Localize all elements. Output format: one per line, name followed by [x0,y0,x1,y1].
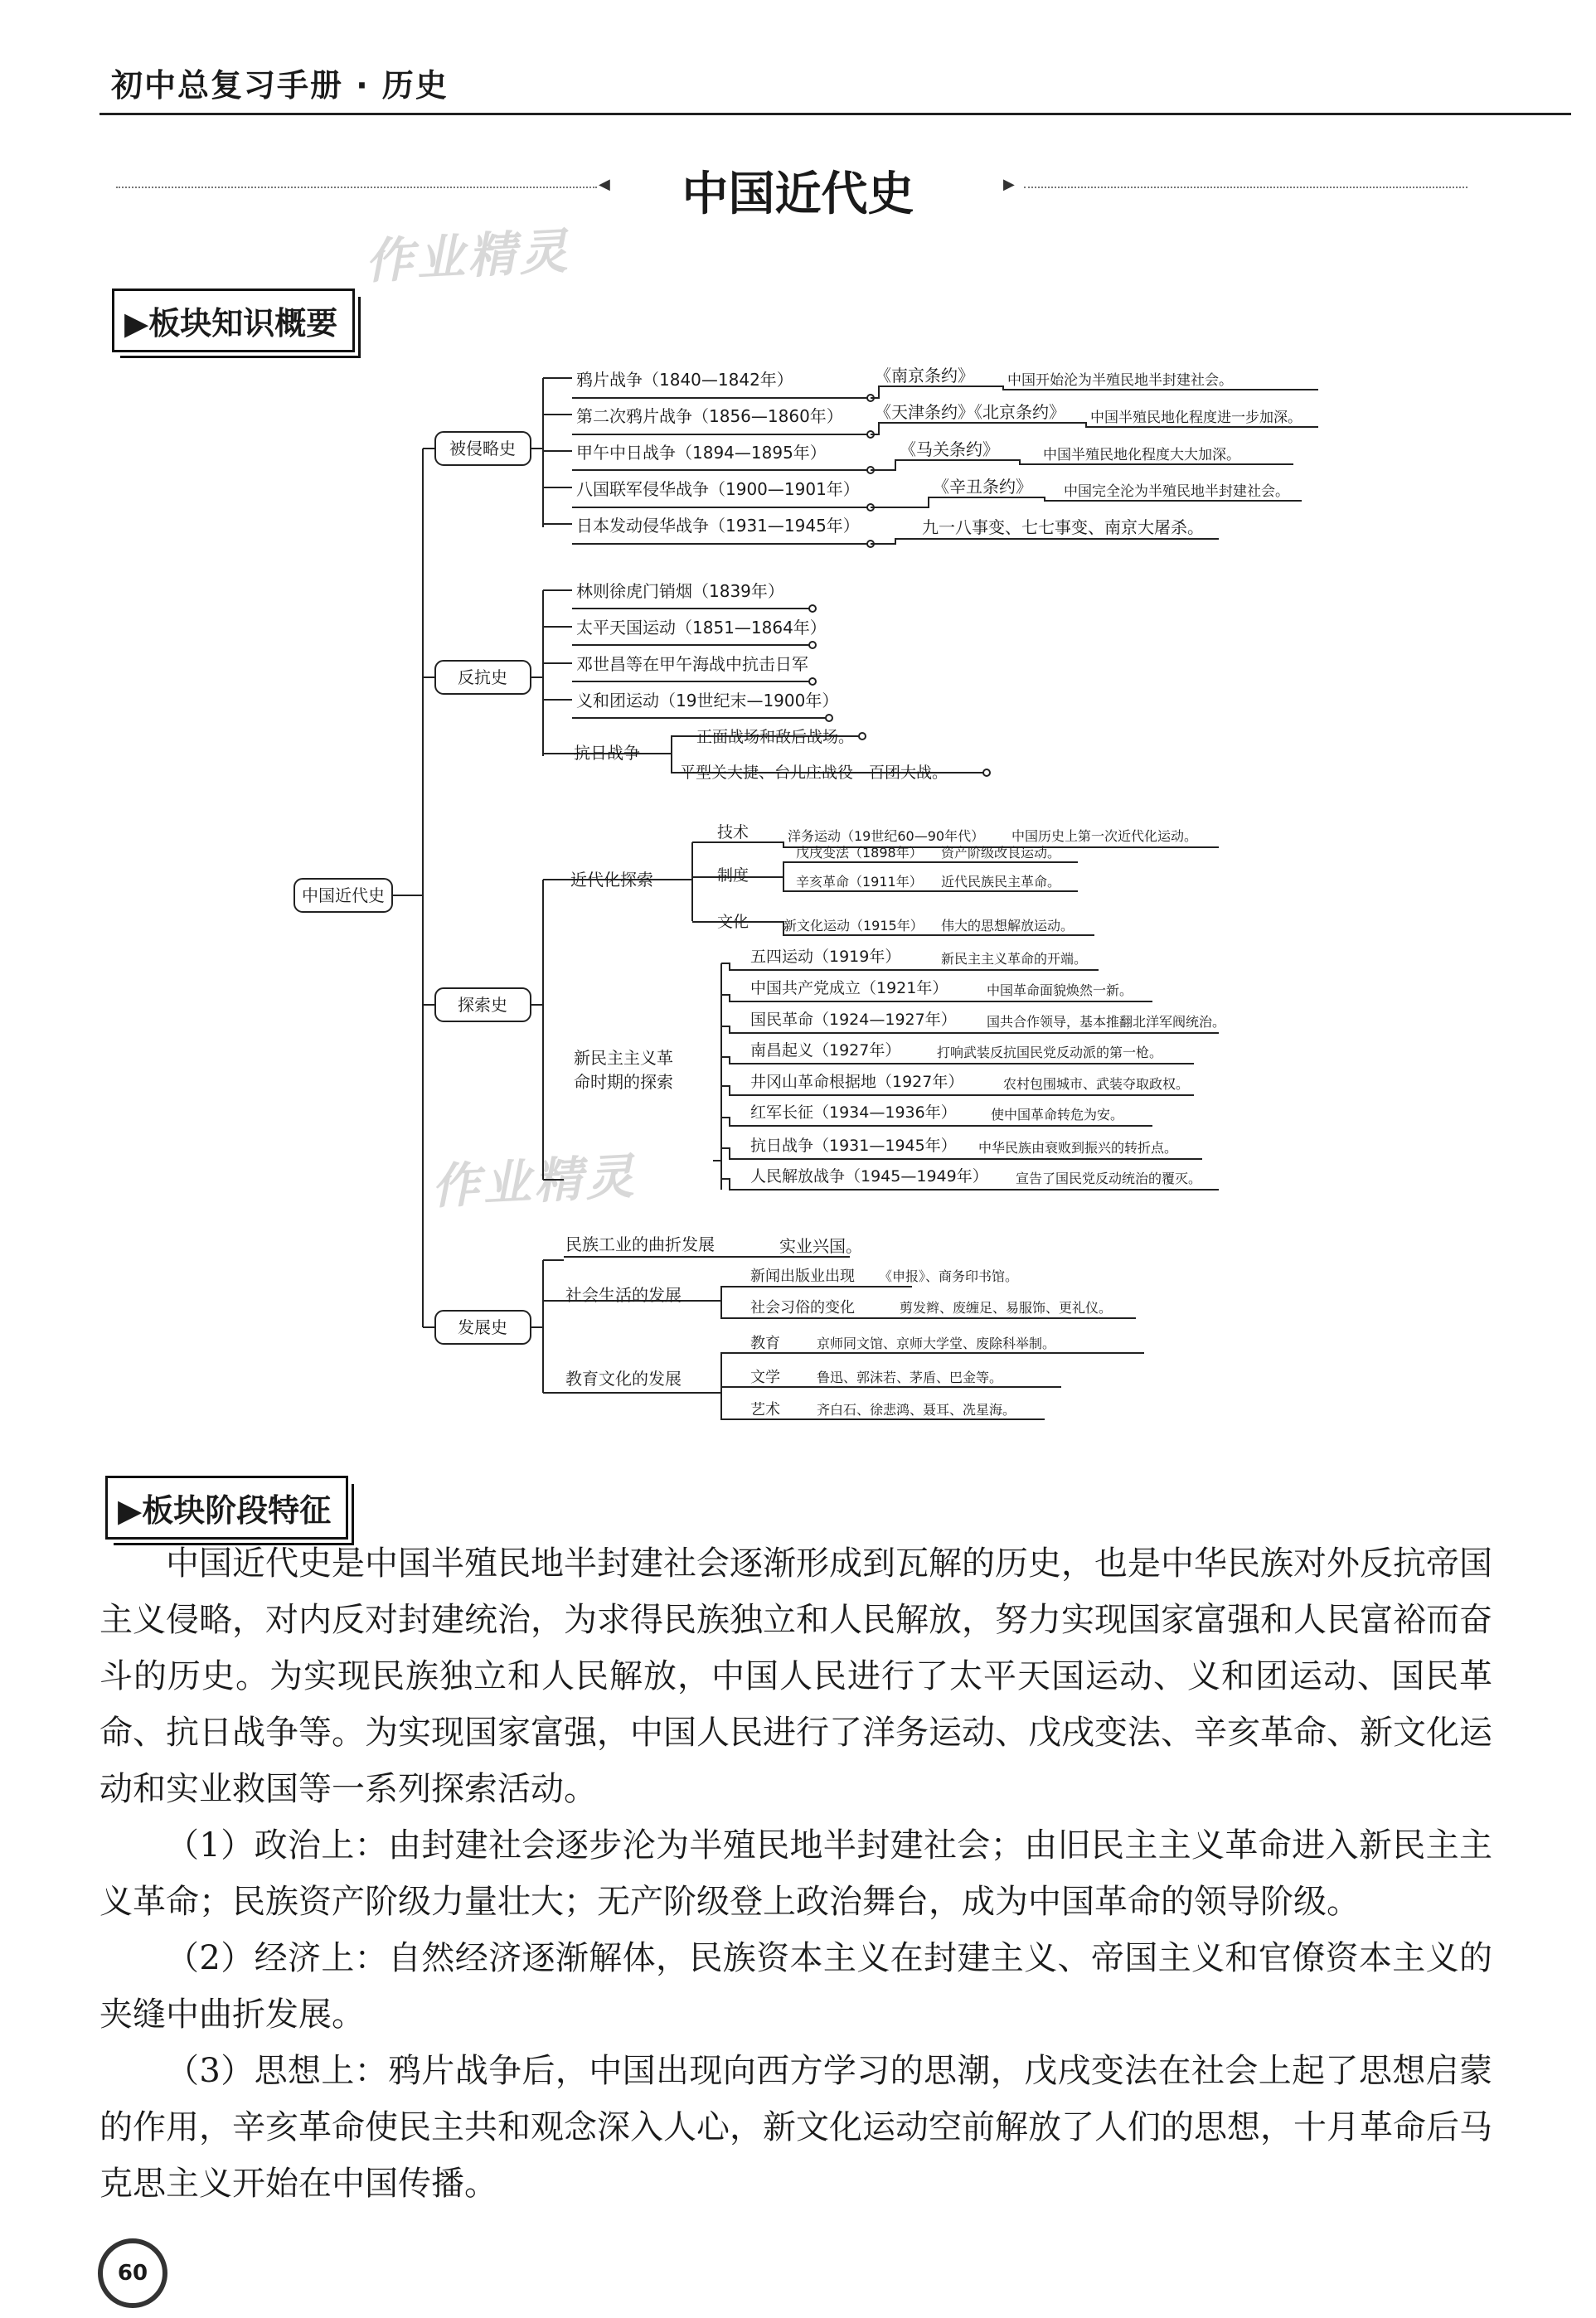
development-result: 剪发辫、废缠足、易服饰、更礼仪。 [900,1300,1113,1316]
development-item: 艺术 [750,1401,780,1418]
branch-exploration: 探索史 [458,995,507,1015]
development-group: 社会生活的发展 [565,1285,682,1305]
development-result: 鲁迅、郭沫若、茅盾、巴金等。 [817,1370,1003,1385]
revolution-result: 打响武装反抗国民党反动派的第一枪。 [937,1045,1163,1060]
invasion-item: 甲午中日战争（1894—1895年） [576,443,827,463]
development-item: 社会习俗的变化 [750,1299,855,1317]
resistance-item: 邓世昌等在甲午海战中抗击日军 [576,654,808,674]
thought-paragraph: （3）思想上：鸦片战争后，中国出现向西方学习的思潮，戊戌变法在社会上起了思想启蒙的作用，辛亥革命使民主共和观念深入人心，新文化运动空前解放了人们的思想，十月革命后马克思主义开始在中国传播。 [99,2052,1492,2203]
revolution-result: 国共合作领导，基本推翻北洋军阀统治。 [987,1014,1226,1030]
exploration-sub: 技术 [717,823,749,841]
development-group: 民族工业的曲折发展 [565,1234,715,1254]
invasion-item: 日本发动侵华战争（1931—1945年） [576,516,860,536]
exploration-item: 洋务运动（19世纪60—90年代） [788,828,985,844]
resistance-item: 太平天国运动（1851—1864年） [576,618,827,638]
resistance-item: 抗日战争 [574,743,640,763]
development-result: 齐白石、徐悲鸿、聂耳、冼星海。 [817,1402,1016,1418]
new-democratic-label: 新民主主义革 [574,1048,673,1068]
section-heading-characteristics: ▶板块阶段特征 [105,1476,348,1540]
revolution-item: 国民革命（1924—1927年） [750,1011,957,1029]
economy-paragraph: （2）经济上：自然经济逐渐解体，民族资本主义在封建主义、帝国主义和官僚资本主义的夹缝中曲折发展。 [99,1939,1492,2034]
invasion-treaty: 《辛丑条约》 [933,477,1032,497]
revolution-result: 使中国革命转危为安。 [991,1107,1124,1123]
revolution-item: 井冈山革命根据地（1927年） [750,1073,964,1091]
page-title: 中国近代史 [682,167,914,221]
exploration-result: 近代民族民主革命。 [941,874,1061,890]
section-heading-overview: ▶板块知识概要 [112,289,355,352]
exploration-result: 伟大的思想解放运动。 [941,918,1075,934]
page-number: 60 [98,2238,167,2308]
body-text [99,1535,1492,2212]
resistance-item: 林则徐虎门销烟（1839年） [576,581,784,601]
invasion-treaty: 《南京条约》 [875,366,974,386]
revolution-item: 抗日战争（1931—1945年） [750,1137,957,1155]
title-right-arrow-icon: ▶ [1003,176,1015,193]
running-header: 初中总复习手册 · 历史 [111,67,449,104]
development-group: 教育文化的发展 [565,1369,682,1389]
revolution-item: 红军长征（1934—1936年） [750,1103,957,1122]
development-item: 文学 [750,1369,780,1386]
invasion-result: 中国开始沦为半殖民地半封建社会。 [1007,372,1233,389]
invasion-result: 中国半殖民地化程度进一步加深。 [1090,410,1302,426]
development-item: 教育 [750,1335,780,1352]
branch-resistance: 反抗史 [458,667,507,687]
branch-development: 发展史 [458,1317,507,1337]
resistance-sub: 正面战场和敌后战场。 [696,728,855,746]
revolution-result: 中华民族由衰败到振兴的转折点。 [978,1140,1178,1156]
title-left-arrow-icon: ◀ [599,176,610,193]
resistance-sub: 平型关大捷、台儿庄战役 百团大战。 [680,764,948,782]
development-result: 京师同文馆、京师大学堂、废除科举制。 [817,1336,1056,1351]
revolution-result: 宣告了国民党反动统治的覆灭。 [1016,1171,1202,1186]
development-item: 新闻出版业出现 [750,1268,855,1285]
exploration-item: 戊戌变法（1898年） [796,845,923,861]
development-result: 《申报》、商务印书馆。 [879,1268,1019,1284]
mindmap-root: 中国近代史 [302,885,385,905]
invasion-result: 中国完全沦为半殖民地半封建社会。 [1064,483,1289,500]
exploration-sub: 文化 [717,913,749,931]
revolution-result: 新民主主义革命的开端。 [941,951,1088,967]
revolution-item: 中国共产党成立（1921年） [750,979,948,997]
invasion-result: 中国半殖民地化程度大大加深。 [1043,447,1240,463]
revolution-result: 农村包围城市、武装夺取政权。 [1003,1076,1190,1092]
exploration-sub: 制度 [717,866,749,885]
exploration-result: 中国历史上第一次近代化运动。 [1011,828,1198,844]
invasion-item: 第二次鸦片战争（1856—1860年） [576,406,843,426]
resistance-item: 义和团运动（19世纪末—1900年） [576,691,839,710]
branch-invasion: 被侵略史 [449,439,516,458]
watermark: 作业精灵 [363,222,572,290]
exploration-item: 新文化运动（1915年） [783,918,924,934]
intro-paragraph: 中国近代史是中国半殖民地半封建社会逐渐形成到瓦解的历史，也是中华民族对外反抗帝国主义侵略，对内反对封建统治，为求得民族独立和人民解放，努力实现国家富强和人民富裕而奋斗的历史。为实现民族独立和人民解放，中国人民进行了太平天国运动、义和团运动、国民革命、抗日战争等。为实现国家富强，中国人民进行了洋务运动、戊戌变法、辛亥革命、新文化运动和实业救国等一系列探索活动。 [99,1545,1492,1808]
exploration-item: 辛亥革命（1911年） [796,874,923,890]
exploration-group: 近代化探索 [570,870,653,890]
revolution-item: 五四运动（1919年） [750,948,901,966]
revolution-item: 南昌起义（1927年） [750,1041,901,1060]
invasion-treaty: 《马关条约》 [900,439,999,459]
watermark: 作业精灵 [429,1147,638,1215]
exploration-result: 资产阶级改良运动。 [941,845,1061,861]
invasion-result: 九一八事变、七七事变、南京大屠杀。 [922,517,1204,537]
revolution-result: 中国革命面貌焕然一新。 [987,982,1133,998]
development-item: 实业兴国。 [779,1236,862,1256]
invasion-item: 八国联军侵华战争（1900—1901年） [576,479,860,499]
politics-paragraph: （1）政治上：由封建社会逐步沦为半殖民地半封建社会；由旧民主主义革命进入新民主主义革命；民族资产阶级力量壮大；无产阶级登上政治舞台，成为中国革命的领导阶级。 [99,1826,1492,1921]
revolution-item: 人民解放战争（1945—1949年） [750,1167,988,1186]
invasion-item: 鸦片战争（1840—1842年） [576,370,793,390]
new-democratic-label: 命时期的探索 [574,1072,673,1092]
invasion-treaty: 《天津条约》《北京条约》 [875,402,1065,422]
